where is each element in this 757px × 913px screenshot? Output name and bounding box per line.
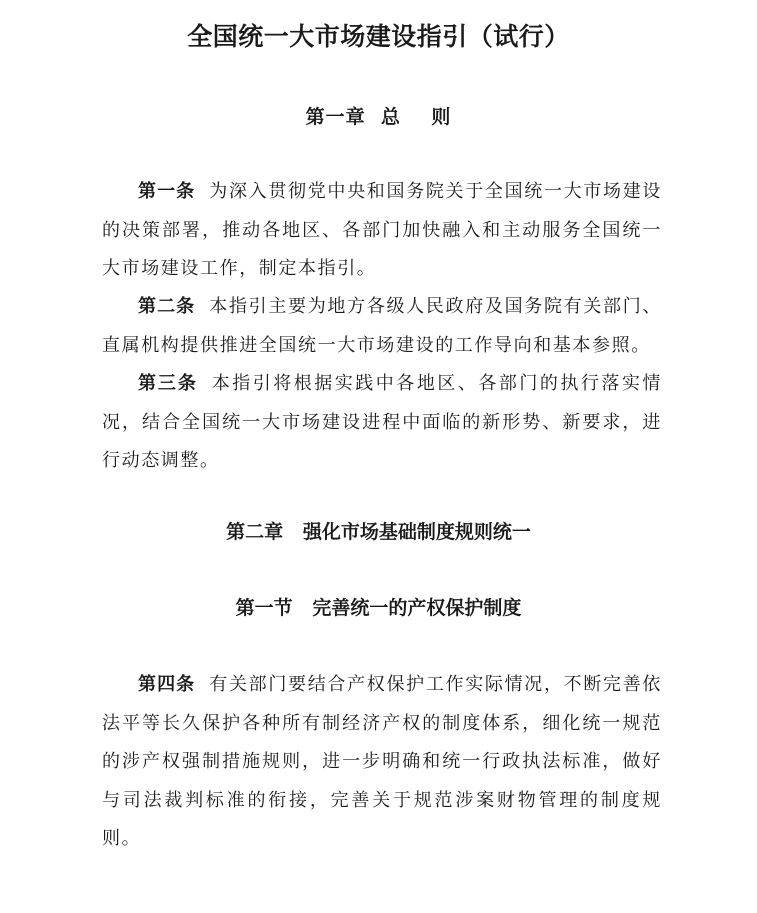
chapter-2-heading: 第二章 强化市场基础制度规则统一: [226, 521, 531, 543]
article-4: [102, 666, 662, 859]
chapter-1-heading: 第一章 总 则: [305, 106, 452, 128]
article-2-label: 第二条: [138, 296, 196, 317]
article-1: [102, 173, 662, 289]
document-title: 全国统一大市场建设指引（试行）: [187, 22, 570, 51]
article-2-text: 本指引主要为地方各级人民政府及国务院有关部门、直属机构提供推进全国统一大市场建设的工作导向和基本参照。: [102, 296, 662, 356]
article-1-text: 为深入贯彻党中央和国务院关于全国统一大市场建设的决策部署，推动各地区、各部门加快融入和主动服务全国统一大市场建设工作，制定本指引。: [102, 181, 662, 280]
article-4-text: 有关部门要结合产权保护工作实际情况，不断完善依法平等长久保护各种所有制经济产权的制度体系，细化统一规范的涉产权强制措施规则，进一步明确和统一行政执法标准，做好与司法裁判标准的衔接，完善关于规范涉案财物管理的制度规则。: [102, 674, 662, 850]
article-4-label: 第四条: [138, 674, 196, 695]
section-1-heading: 第一节 完善统一的产权保护制度: [235, 597, 522, 619]
article-1-label: 第一条: [138, 181, 196, 202]
article-3: [102, 365, 662, 481]
article-3-text: 本指引将根据实践中各地区、各部门的执行落实情况，结合全国统一大市场建设进程中面临的新形势、新要求，进行动态调整。: [102, 373, 663, 472]
article-3-label: 第三条: [138, 373, 198, 394]
article-2: [102, 288, 662, 365]
